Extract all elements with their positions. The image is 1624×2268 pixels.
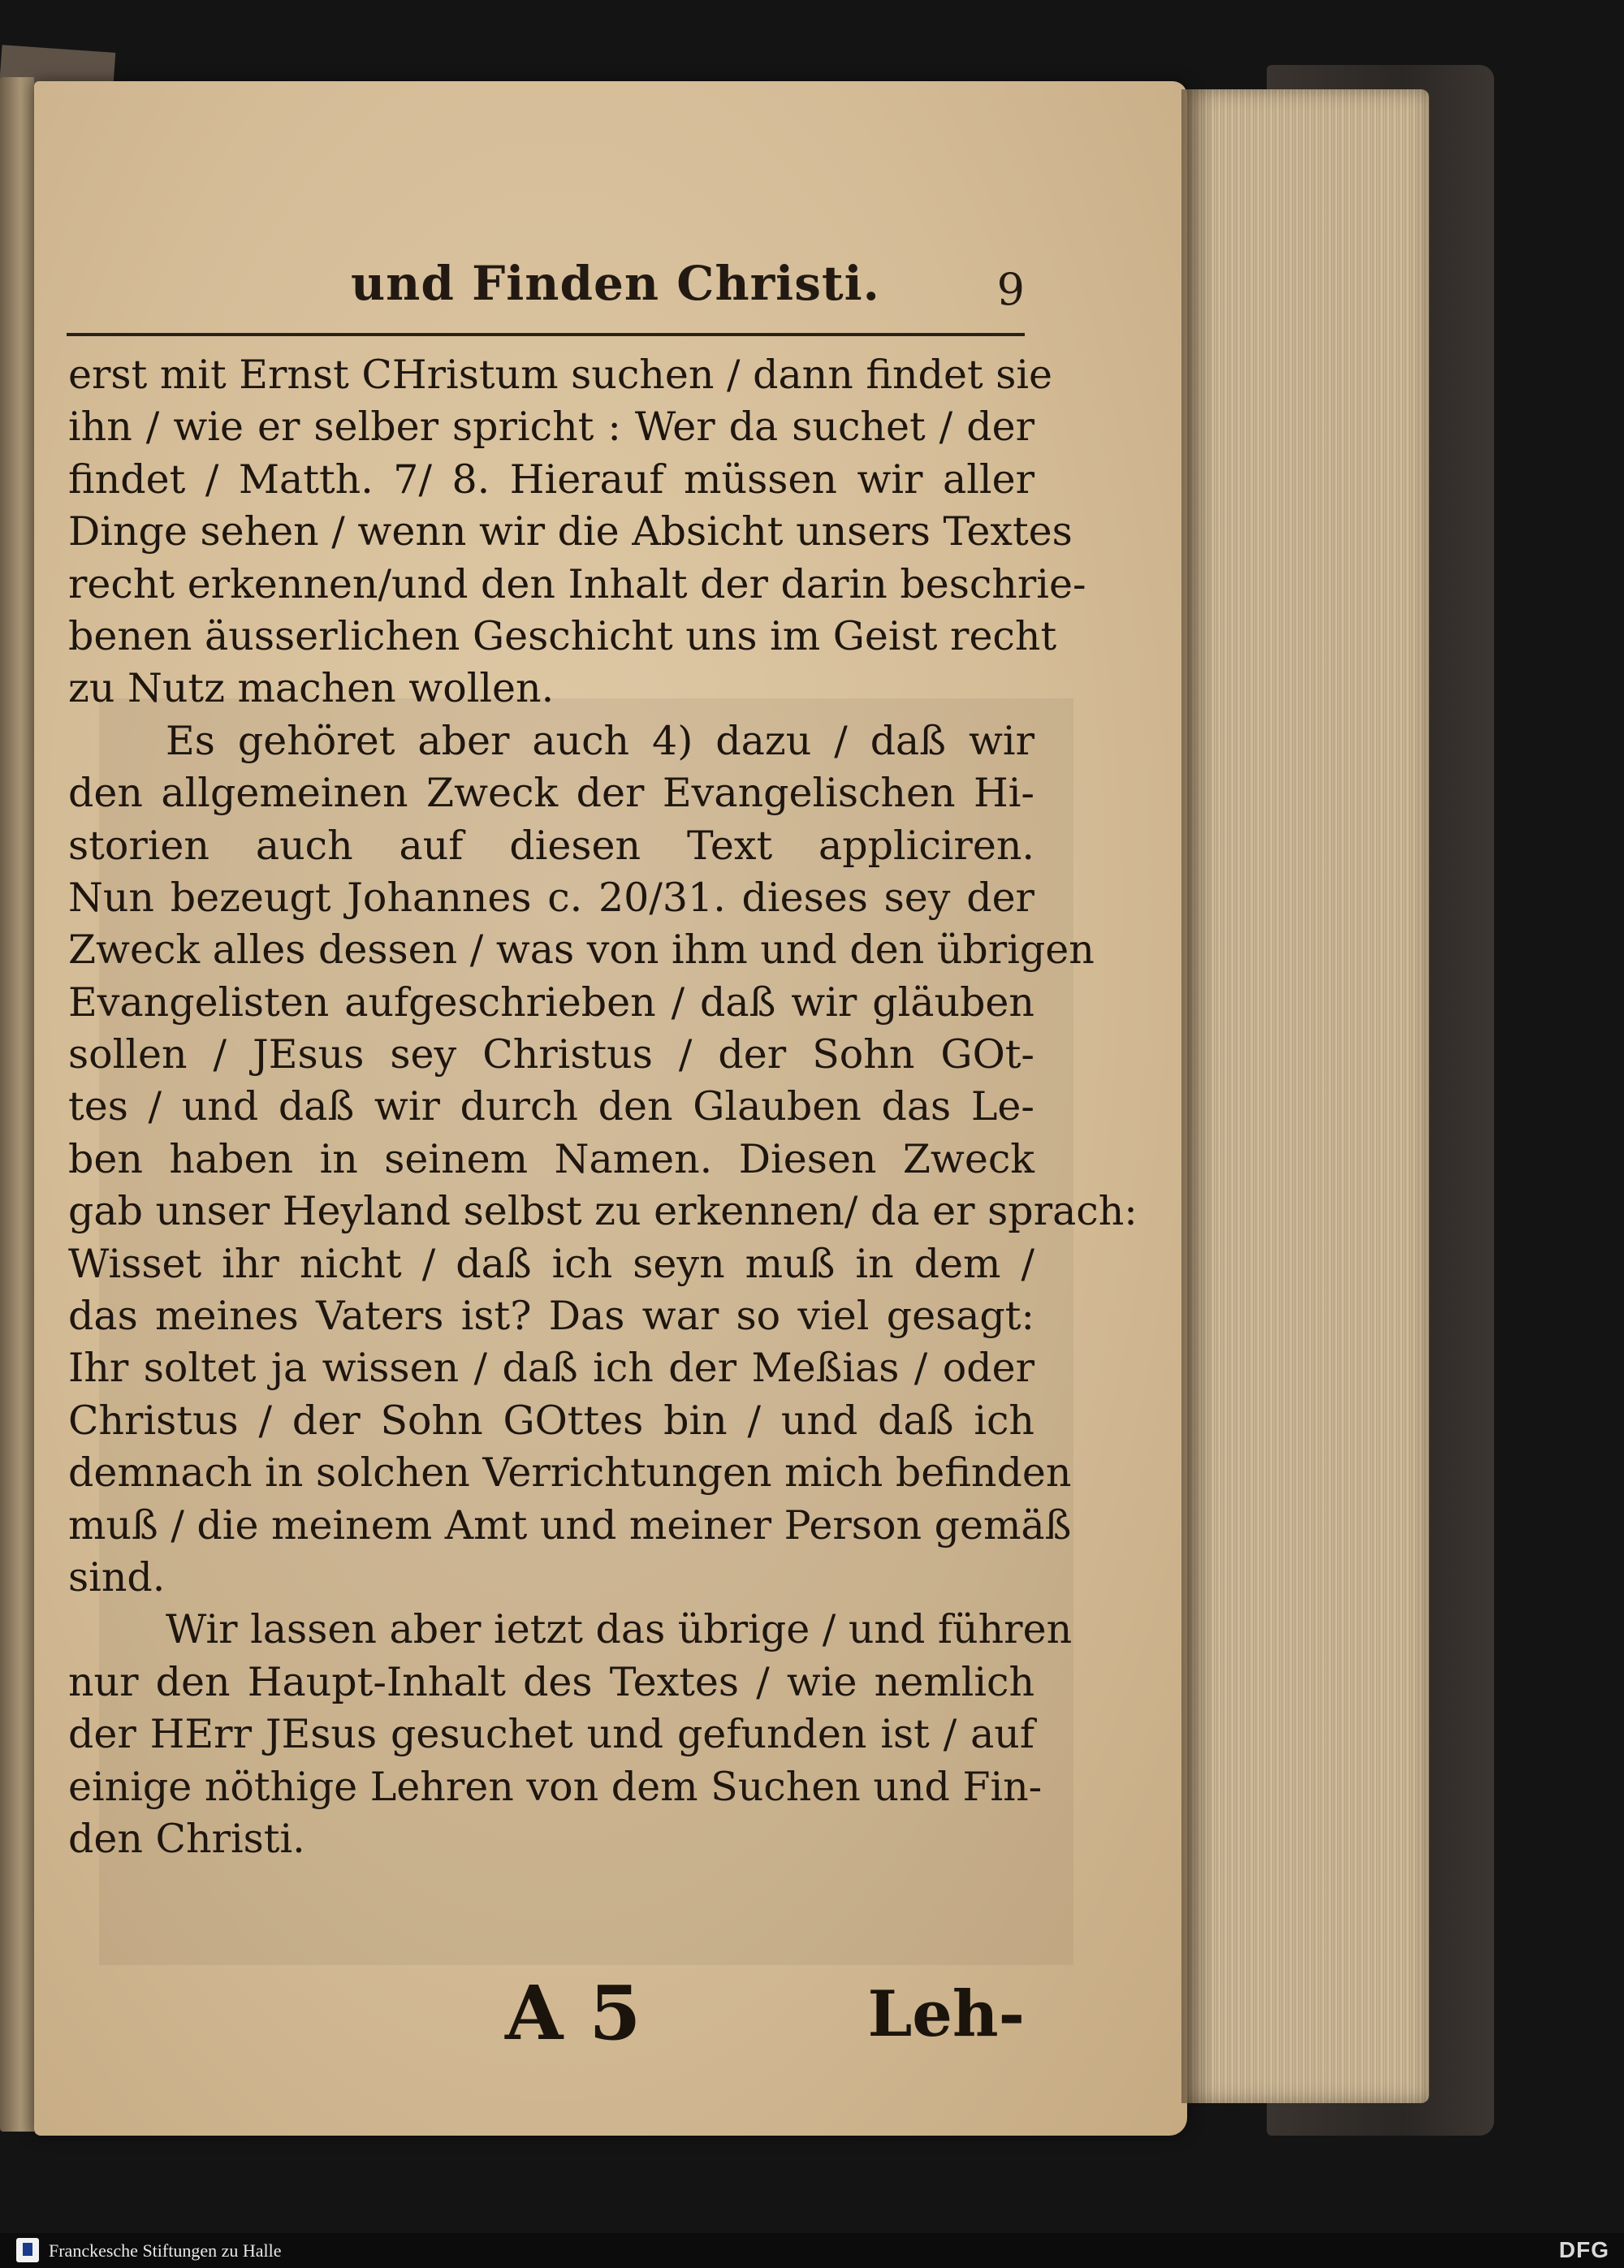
text-line: muß / die meinem Amt und meiner Person gemäß xyxy=(68,1501,1072,1549)
dfg-logo: DFG xyxy=(1558,2237,1609,2262)
text-line: Ihr soltet ja wissen / daß ich der Meßias / oder xyxy=(68,1345,1034,1392)
text-line: Christus / der Sohn GOttes bin / und daß ich xyxy=(68,1397,1034,1444)
text-line: findet / Matth. 7/ 8. Hierauf müssen wir aller xyxy=(68,456,1034,503)
text-line: erst mit Ernst CHristum suchen / dann findet sie xyxy=(68,352,1053,398)
text-line: Es gehöret aber auch 4) dazu / daß wir xyxy=(166,717,1034,764)
text-line: Wisset ihr nicht / daß ich seyn muß in dem / xyxy=(68,1240,1034,1287)
page-number: 9 xyxy=(996,264,1025,315)
signature-mark: A 5 xyxy=(505,1969,641,2057)
text-line: Nun bezeugt Johannes c. 20/31. dieses sey der xyxy=(68,874,1034,921)
text-line: Wir lassen aber ietzt das übrige / und führen xyxy=(166,1606,1073,1653)
page-foot xyxy=(505,1969,1025,2067)
text-line: recht erkennen/und den Inhalt der darin beschrie- xyxy=(68,560,1086,607)
text-line: sollen / JEsus sey Christus / der Sohn GOt- xyxy=(68,1031,1034,1078)
text-line: ihn / wie er selber spricht : Wer da suchet / der xyxy=(68,404,1034,451)
text-line: ben haben in seinem Namen. Diesen Zweck xyxy=(68,1135,1034,1182)
page-header xyxy=(197,256,1025,329)
text-line: tes / und daß wir durch den Glauben das Le- xyxy=(68,1083,1034,1130)
institution-name: Franckesche Stiftungen zu Halle xyxy=(49,2240,282,2261)
institution-logo-icon xyxy=(16,2238,39,2262)
book-page xyxy=(34,81,1187,2136)
body-text xyxy=(68,349,1138,1865)
text-line: demnach in solchen Verrichtungen mich befinden xyxy=(68,1449,1072,1497)
running-head: und Finden Christi. xyxy=(351,256,880,311)
text-line: nur den Haupt-Inhalt des Textes / wie nemlich xyxy=(68,1658,1034,1705)
header-rule xyxy=(67,333,1025,336)
text-line: Evangelisten aufgeschrieben / daß wir gläuben xyxy=(68,978,1034,1026)
text-line: das meines Vaters ist? Das war so viel gesagt: xyxy=(68,1293,1034,1340)
text-line: sind. xyxy=(68,1553,166,1601)
footer-bar xyxy=(0,2233,1624,2268)
text-line: Dinge sehen / wenn wir die Absicht unsers Textes xyxy=(68,508,1073,555)
text-line: benen äusserlichen Geschicht uns im Geist recht xyxy=(68,612,1057,659)
text-line: einige nöthige Lehren von dem Suchen und Fin- xyxy=(68,1763,1043,1810)
text-line: Zweck alles dessen / was von ihm und den übrigen xyxy=(68,927,1095,974)
text-line: den Christi. xyxy=(68,1815,305,1862)
catchword: Leh- xyxy=(867,1977,1025,2051)
text-line: zu Nutz machen wollen. xyxy=(68,665,555,712)
left-page-edge xyxy=(0,77,34,2132)
text-line: den allgemeinen Zweck der Evangelischen Hi- xyxy=(68,770,1034,817)
text-line: gab unser Heyland selbst zu erkennen/ da er sprach: xyxy=(68,1188,1138,1235)
text-line: storien auch auf diesen Text appliciren. xyxy=(68,822,1034,869)
text-line: der HErr JEsus gesuchet und gefunden ist / auf xyxy=(68,1711,1034,1758)
page-gutter-shadow xyxy=(1181,89,1214,2103)
